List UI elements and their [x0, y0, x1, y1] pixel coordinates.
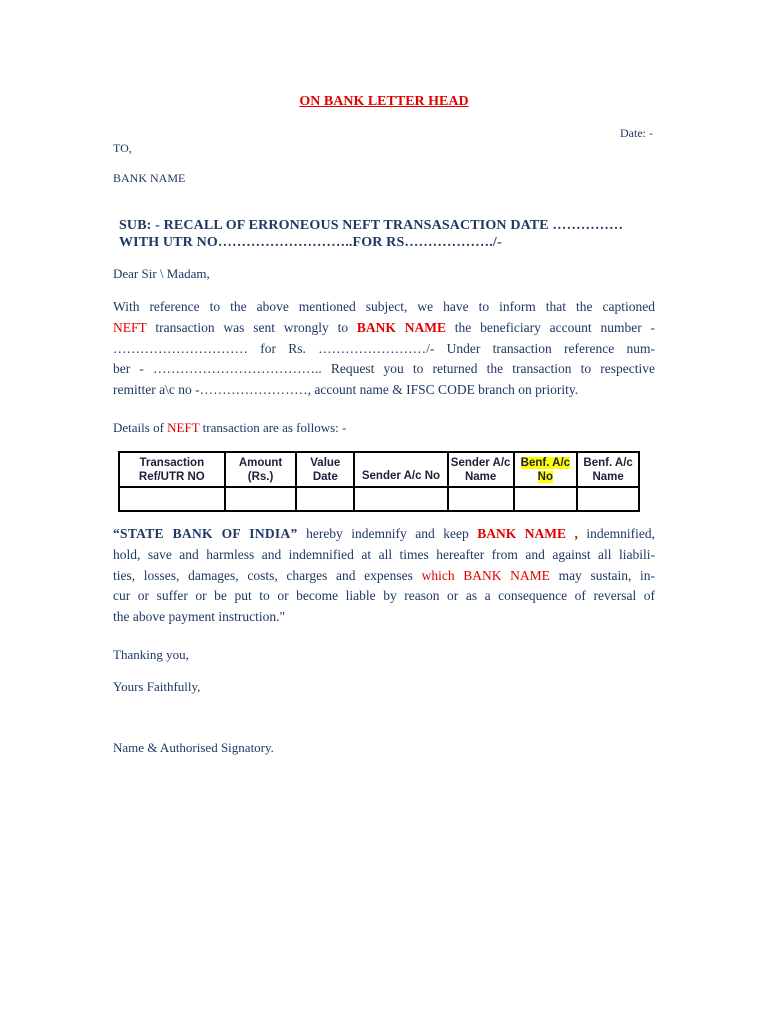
salutation: Dear Sir \ Madam,: [113, 266, 210, 281]
neft-word: NEFT: [113, 319, 147, 335]
para2-line-1: [113, 524, 655, 545]
cell-beneficiary-account-no[interactable]: [514, 487, 578, 511]
cell-transaction-ref[interactable]: [119, 487, 225, 511]
para2-line-1-a: hereby indemnify and keep: [297, 526, 478, 541]
para2-line-3: [113, 566, 655, 587]
details-intro: [113, 420, 346, 436]
header-beneficiary-account-name: Benf. A/c Name: [577, 452, 639, 487]
para1-line-2-a: transaction was sent wrongly to: [146, 319, 357, 335]
para2-line-5: the above payment instruction.": [113, 609, 285, 625]
indemnity-paragraph: [113, 524, 655, 628]
header-sender-account-name: Sender A/c Name: [448, 452, 514, 487]
header-beneficiary-account-no: Benf. A/c No: [514, 452, 578, 487]
neft-details-table: [118, 451, 640, 512]
details-prefix: Details of: [113, 420, 168, 435]
header-amount: Amount (Rs.): [225, 452, 297, 487]
para1-line-5: remitter a\c no -……………………, account name & IFSC CODE branch on priority.: [113, 382, 579, 398]
bank-name-highlight: BANK NAME: [356, 319, 446, 335]
para1-line-2-b: the beneficiary account number -: [445, 319, 655, 335]
cell-sender-account-name[interactable]: [448, 487, 514, 511]
cell-sender-account-no[interactable]: [354, 487, 448, 511]
details-suffix: transaction are as follows: -: [199, 420, 347, 435]
sbi-name: “STATE BANK OF INDIA”: [113, 526, 298, 541]
to-line: TO,: [113, 141, 132, 155]
para2-line-4: cur or suffer or be put to or become liable by reason or as a consequence of reversal of: [113, 588, 655, 604]
para2-line-3-a: ties, losses, damages, costs, charges and expenses: [113, 567, 422, 583]
para1-line-4: ber - ……………………………….. Request you to returned the transaction to respective: [113, 361, 655, 377]
cell-value-date[interactable]: [296, 487, 354, 511]
subject-block: [119, 217, 659, 251]
yours-faithfully: Yours Faithfully,: [113, 679, 201, 694]
cell-beneficiary-account-name[interactable]: [577, 487, 639, 511]
para2-line-1-b: indemnified,: [577, 526, 656, 541]
table-row: [119, 487, 639, 511]
letter-heading: ON BANK LETTER HEAD: [299, 94, 469, 109]
header-value-date: Value Date: [296, 452, 354, 487]
para1-line-1: With reference to the above mentioned subject, we have to inform that the captioned: [113, 299, 655, 314]
reference-paragraph: [113, 297, 655, 401]
para2-line-2: hold, save and harmless and indemnified at all times hereafter from and against all liabili-: [113, 546, 655, 562]
subject-line-2: WITH UTR NO………………………..FOR RS………………./-: [119, 235, 502, 250]
which-bank-name: which BANK NAME: [421, 567, 550, 583]
signatory-line: Name & Authorised Signatory.: [113, 740, 274, 755]
header-transaction-ref: Transaction Ref/UTR NO: [119, 452, 225, 487]
para1-line-2: [113, 318, 655, 339]
thanking-line: Thanking you,: [113, 647, 189, 662]
subject-line-1: SUB: - RECALL OF ERRONEOUS NEFT TRANSASACTION DATE ……………: [119, 218, 624, 233]
details-neft-word: NEFT: [167, 420, 200, 435]
para2-line-3-b: may sustain, in-: [549, 567, 656, 583]
bank-name-line: BANK NAME: [113, 171, 186, 185]
para1-line-3: ………………………… for Rs. ……………………/- Under transaction reference num-: [113, 340, 655, 356]
date-label: Date: -: [620, 126, 653, 140]
header-sender-account-no: Sender A/c No: [354, 452, 448, 487]
cell-amount[interactable]: [225, 487, 297, 511]
indemnity-bank-name: BANK NAME ,: [477, 526, 578, 541]
table-header-row: [119, 452, 639, 487]
